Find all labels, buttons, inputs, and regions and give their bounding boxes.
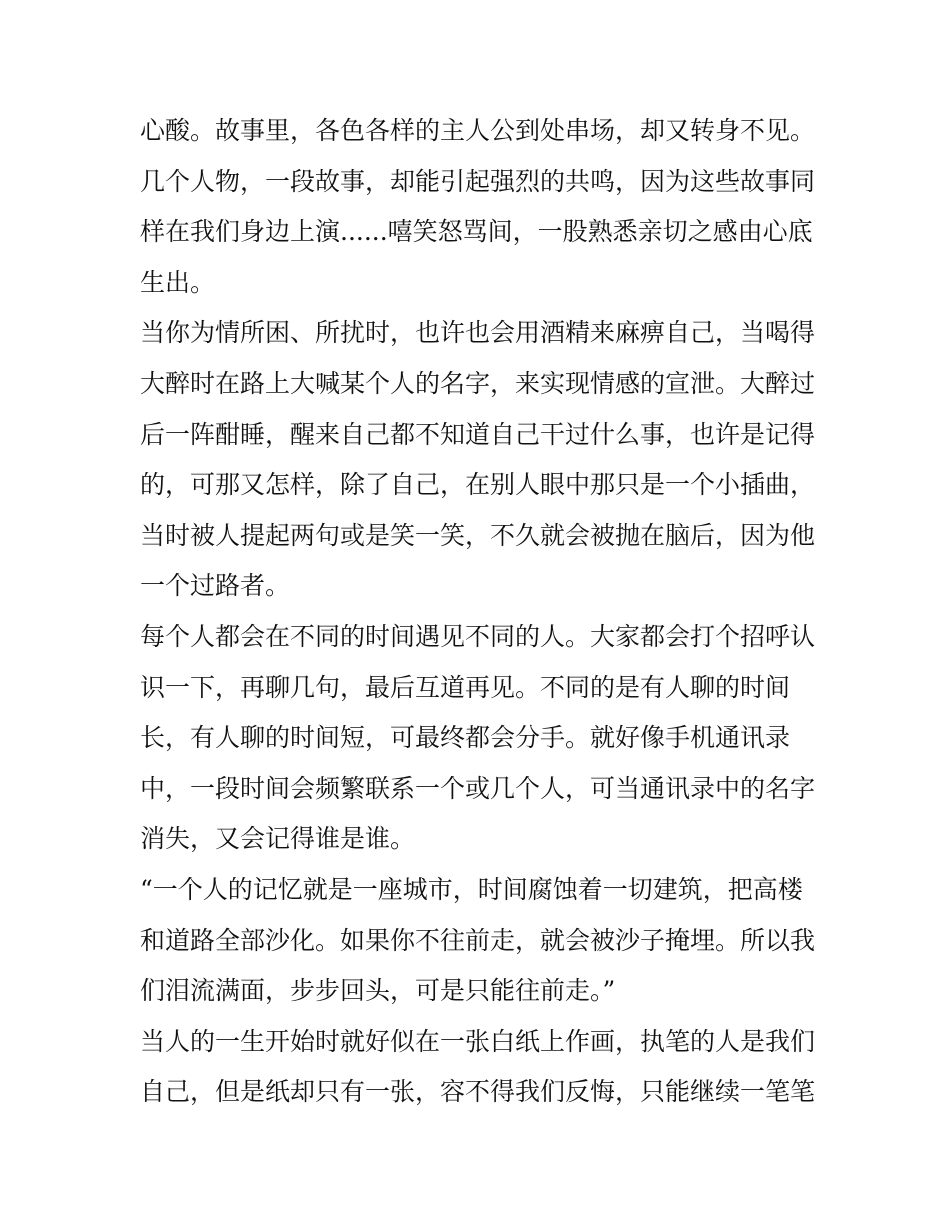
text-line: 长，有人聊的时间短，可最终都会分手。就好像手机通讯录 [140,723,791,753]
text-line: 一个过路者。 [140,571,291,601]
paragraph [140,106,820,308]
text-line: 消失，又会记得谁是谁。 [140,824,416,854]
text-line: 后一阵酣睡，醒来自己都不知道自己干过什么事，也许是记得 [140,419,816,449]
text-line: 心酸。故事里，各色各样的主人公到处串场，却又转身不见。 [140,116,816,145]
text-line: 每个人都会在不同的时间遇见不同的人。大家都会打个招呼认 [140,621,816,651]
text-line: 和道路全部沙化。如果你不往前走，就会被沙子掩埋。所以我 [140,925,816,955]
document-body [140,106,820,1118]
text-line: 几个人物，一段故事，却能引起强烈的共鸣，因为这些故事同 [140,166,816,196]
paragraph [140,1017,820,1118]
text-line: 当人的一生开始时就好似在一张白纸上作画，执笔的人是我们 [140,1026,816,1056]
text-line: 当你为情所困、所扰时，也许也会用酒精来麻痹自己，当喝得 [140,318,816,348]
text-line: 样在我们身边上演......嘻笑怒骂间，一股熟悉亲切之感由心底 [140,217,813,247]
text-line: 大醉时在路上大喊某个人的名字，来实现情感的宣泄。大醉过 [140,368,816,398]
paragraph [140,308,820,612]
text-line: 自己，但是纸却只有一张，容不得我们反悔，只能继续一笔笔 [140,1077,816,1107]
text-line: “一个人的记忆就是一座城市，时间腐蚀着一切建筑，把高楼 [140,874,803,904]
paragraph [140,865,820,1017]
paragraph [140,612,820,865]
text-line: 们泪流满面，步步回头，可是只能往前走。” [140,976,616,1006]
text-line: 识一下，再聊几句，最后互道再见。不同的是有人聊的时间 [140,672,791,702]
text-line: 生出。 [140,267,216,297]
text-line: 的，可那又怎样，除了自己，在别人眼中那只是一个小插曲， [140,470,816,500]
text-line: 中，一段时间会频繁联系一个或几个人，可当通讯录中的名字 [140,773,816,803]
text-line: 当时被人提起两句或是笑一笑，不久就会被抛在脑后，因为他 [140,520,816,550]
